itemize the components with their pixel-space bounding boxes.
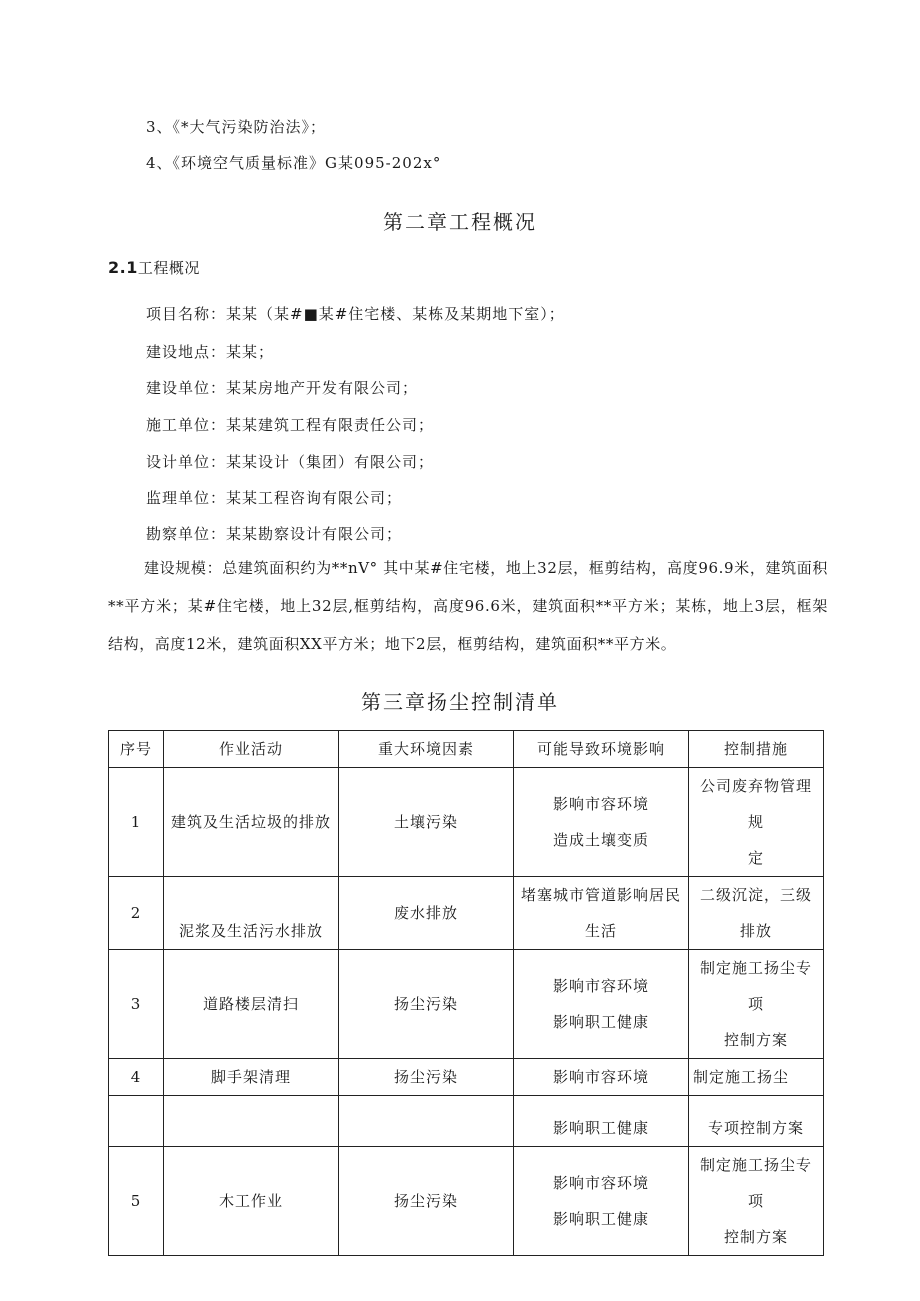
row-factor: 扬尘污染 bbox=[339, 1059, 514, 1096]
construction-unit: 施工单位：某某建筑工程有限责任公司； bbox=[146, 416, 435, 434]
construction-scale: 建设规模：总建筑面积约为**nV° 其中某#住宅楼，地上32层，框剪结构，高度96.9米，建筑面积**平方米；某#住宅楼，地上32层,框剪结构，高度96.6米，建筑面积**平方米；某栋，地上3层，框架结构，高度12米，建筑面积XX平方米；地下2层，框剪结构，建筑面积**平方米。 bbox=[108, 559, 828, 653]
header-activity: 作业活动 bbox=[164, 731, 339, 768]
row-impact bbox=[514, 950, 689, 1059]
impact-line: 生活 bbox=[584, 922, 617, 940]
row-impact: 影响市容环境 bbox=[514, 1059, 689, 1096]
reference-item-3: 3、《*大气污染防治法》； bbox=[146, 118, 327, 136]
row-activity: 脚手架清理 bbox=[164, 1059, 339, 1096]
row-measure: 专项控制方案 bbox=[689, 1096, 824, 1147]
chapter-3-title: 第三章扬尘控制清单 bbox=[361, 690, 559, 714]
row-activity: 泥浆及生活污水排放 bbox=[164, 877, 339, 950]
supervision-unit: 监理单位：某某工程咨询有限公司； bbox=[146, 489, 403, 507]
header-number: 序号 bbox=[109, 731, 164, 768]
header-impact: 可能导致环境影响 bbox=[514, 731, 689, 768]
measure-line: 排放 bbox=[739, 922, 772, 940]
dust-control-table bbox=[108, 730, 824, 1256]
impact-line: 影响市容环境 bbox=[552, 795, 649, 813]
table-header-row bbox=[109, 731, 824, 768]
row-factor: 扬尘污染 bbox=[339, 950, 514, 1059]
row-measure bbox=[689, 877, 824, 950]
impact-line: 造成土壤变质 bbox=[552, 831, 649, 849]
impact-line: 影响市容环境 bbox=[552, 977, 649, 995]
row-measure: 制定施工扬尘 bbox=[689, 1059, 824, 1096]
table-row bbox=[109, 768, 824, 877]
row-impact bbox=[514, 1147, 689, 1256]
table-row bbox=[109, 950, 824, 1059]
measure-line: 控制方案 bbox=[723, 1228, 788, 1246]
row-factor: 土壤污染 bbox=[339, 768, 514, 877]
row-impact bbox=[514, 877, 689, 950]
impact-line: 影响职工健康 bbox=[552, 1013, 649, 1031]
reference-item-4: 4、《环境空气质量标准》G某095-202x° bbox=[146, 154, 442, 172]
section-2-1-heading bbox=[108, 257, 200, 278]
impact-line: 影响职工健康 bbox=[552, 1210, 649, 1228]
measure-line: 控制方案 bbox=[723, 1031, 788, 1049]
row-number-empty bbox=[109, 1096, 164, 1147]
table-row-continuation bbox=[109, 1096, 824, 1147]
measure-line: 公司废弃物管理规 bbox=[699, 777, 812, 831]
chapter-2-title: 第二章工程概况 bbox=[383, 210, 537, 234]
row-measure bbox=[689, 1147, 824, 1256]
row-impact bbox=[514, 768, 689, 877]
row-activity: 道路楼层清扫 bbox=[164, 950, 339, 1059]
table-row bbox=[109, 1147, 824, 1256]
row-measure bbox=[689, 768, 824, 877]
row-activity: 木工作业 bbox=[164, 1147, 339, 1256]
row-factor: 扬尘污染 bbox=[339, 1147, 514, 1256]
impact-line: 堵塞城市管道影响居民 bbox=[520, 886, 681, 904]
measure-line: 二级沉淀，三级 bbox=[699, 886, 812, 904]
measure-line: 定 bbox=[747, 849, 764, 867]
row-number: 1 bbox=[109, 768, 164, 877]
project-location: 建设地点：某某； bbox=[146, 343, 275, 361]
table-row bbox=[109, 1059, 824, 1096]
section-number: 2.1 bbox=[108, 258, 138, 277]
section-title: 工程概况 bbox=[137, 259, 200, 277]
measure-line: 制定施工扬尘专项 bbox=[699, 1156, 812, 1210]
row-number: 4 bbox=[109, 1059, 164, 1096]
impact-line: 影响市容环境 bbox=[552, 1174, 649, 1192]
header-factor: 重大环境因素 bbox=[339, 731, 514, 768]
table-row bbox=[109, 877, 824, 950]
row-number: 5 bbox=[109, 1147, 164, 1256]
project-name: 项目名称：某某（某#■某#住宅楼、某栋及某期地下室）； bbox=[146, 305, 565, 323]
row-number: 3 bbox=[109, 950, 164, 1059]
row-activity-empty bbox=[164, 1096, 339, 1147]
row-measure bbox=[689, 950, 824, 1059]
survey-unit: 勘察单位：某某勘察设计有限公司； bbox=[146, 525, 403, 543]
design-unit: 设计单位：某某设计（集团）有限公司； bbox=[146, 453, 435, 471]
row-impact: 影响职工健康 bbox=[514, 1096, 689, 1147]
row-number: 2 bbox=[109, 877, 164, 950]
measure-line: 制定施工扬尘专项 bbox=[699, 959, 812, 1013]
row-factor-empty bbox=[339, 1096, 514, 1147]
row-activity: 建筑及生活垃圾的排放 bbox=[164, 768, 339, 877]
builder-unit: 建设单位：某某房地产开发有限公司； bbox=[146, 379, 419, 397]
row-factor: 废水排放 bbox=[339, 877, 514, 950]
header-measure: 控制措施 bbox=[689, 731, 824, 768]
